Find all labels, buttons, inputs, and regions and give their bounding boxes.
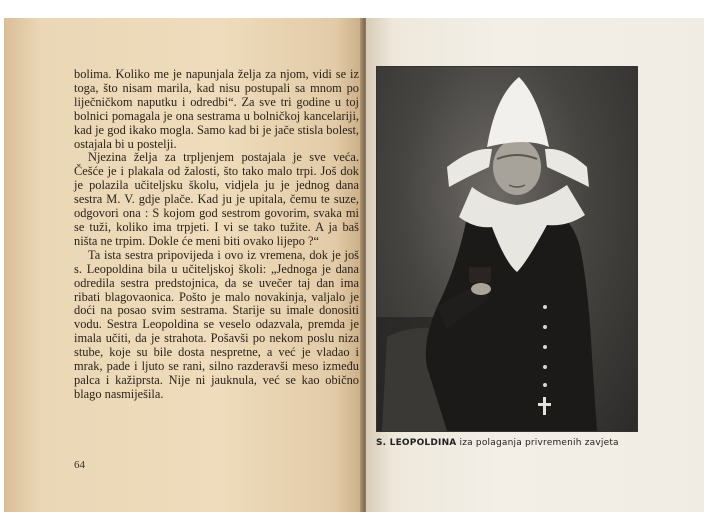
paragraph: Ta ista sestra pripovijeda i ovo iz vremena, dok je još s. Leopoldina bila u učiteljskoj školi: „Jednoga je dana odredila sestra predstojnica, da se uvečer taj dan ima ribati blagovaonica. Pošto je malo novakinja, valjalo je doći na posao svim sestrama. Starije su imale donositi vodu. Sestra Leopoldina se veselo odazvala, premda je imala učiti, da je strahota. Pošavši po nekom poslu niza stube, koje su bile dosta nespretne, a već je vladao i mrak, pade i ljuto se rani, silno razderavši meso između palca i kažiprsta. Nije ni jauknula, već se kao obično blago nasmiješila.: [74, 247, 359, 401]
paragraph: Njezina želja za trpljenjem postajala je sve veća. Češće je i plakala od žalosti, što tako malo trpi. Još dok je polazila učiteljsku školu, vidjela ju je jednog dana sestra M. V. gdje plače. Kad ju je upitala, čemu te suze, odgovori ona : S kojom god sestrom govorim, svaka mi se tuži, koliko ima trpjeti. I vi se tako tužite. A ja baš ništa ne trpim. Dokle će meni biti ovako lijepo ?“: [74, 150, 359, 248]
caption-text: iza polaganja privremenih zavjeta: [456, 438, 619, 448]
body-text: [74, 68, 359, 402]
paragraph: bolima. Koliko me je napunjala želja za njom, vidi se iz toga, što nisam marila, kad nisu postupali sa mnom po liječničkom naputku i odredbi“. Za sve tri godine u toj bolnici pomagala je ona sestrama u bolničkoj kancelariji, kad je god ikako mogla. Samo kad bi je jače stisla bolest, ostajala bi u postelji.: [74, 67, 359, 151]
caption-name: S. LEOPOLDINA: [376, 438, 457, 448]
left-page: [4, 18, 364, 512]
page-number: 64: [74, 459, 85, 471]
photo-caption: [376, 438, 666, 448]
portrait-photo-icon: [376, 66, 638, 432]
